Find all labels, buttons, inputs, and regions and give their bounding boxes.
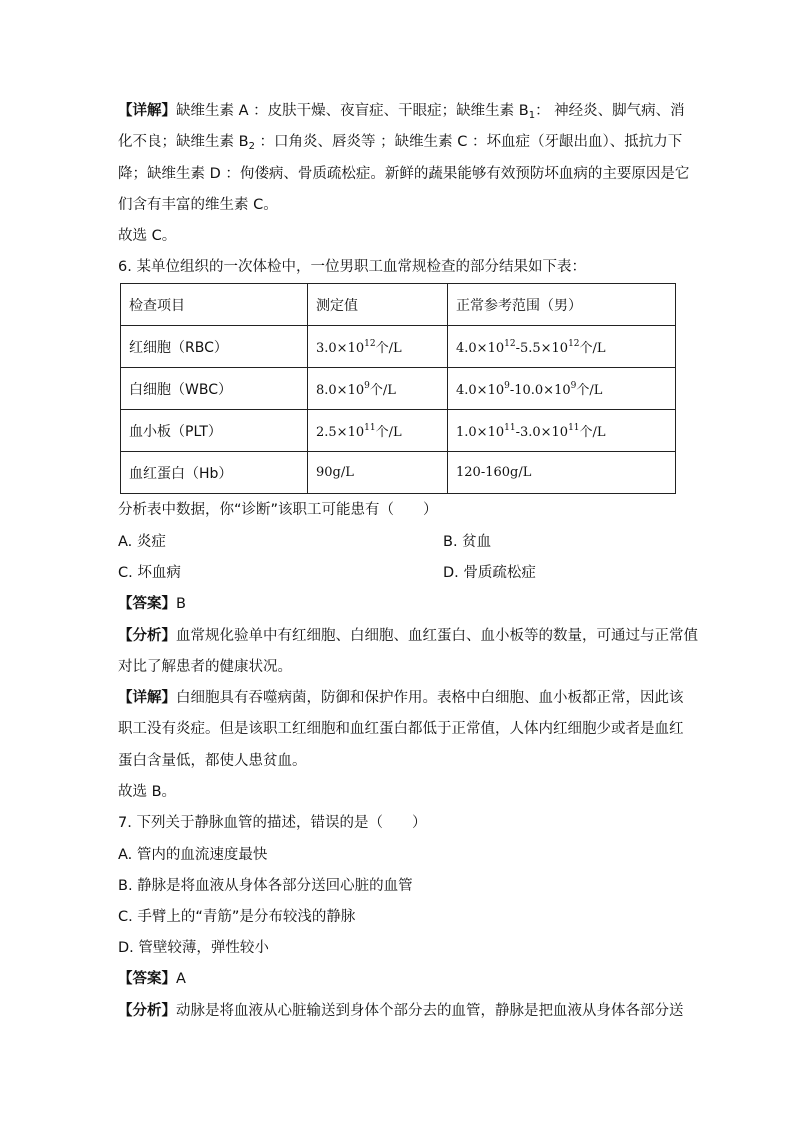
table-cell-measured: $2.5\times 10^{11}$个/L [308, 410, 448, 452]
q5-detail-line-4: 们含有丰富的维生素 C。 [118, 197, 278, 213]
q5-detail-line-3: 降；缺维生素 D ：佝偻病、骨质疏松症。新鲜的蔬果能够有效预防坏血病的主要原因是它 [118, 166, 690, 182]
table-cell-measured: $8.0\times 10^9$个/L [308, 368, 448, 410]
analysis-tag: 【分析】 [118, 1003, 176, 1019]
table-header: 正常参考范围（男） [448, 284, 676, 326]
table-row [121, 410, 676, 452]
table-header: 测定值 [308, 284, 448, 326]
q6-option-a: A. 炎症 [118, 534, 166, 550]
table-header: 检查项目 [121, 284, 308, 326]
table-cell-item: 红细胞（RBC） [121, 326, 308, 368]
q6-stem: 6. 某单位组织的一次体检中，一位男职工血常规检查的部分结果如下表： [118, 259, 586, 275]
q6-answer [118, 594, 186, 614]
q7-option-b: B. 静脉是将血液从身体各部分送回心脏的血管 [118, 878, 413, 894]
table-row [121, 368, 676, 410]
q6-prompt: 分析表中数据，你“诊断”该职工可能患有（ ） [118, 502, 438, 518]
table-cell-item: 白细胞（WBC） [121, 368, 308, 410]
q7-analysis-line-1: 【分析】动脉是将血液从心脏输送到身体个部分去的血管，静脉是把血液从身体各部分送 [118, 1003, 684, 1019]
q7-stem: 7. 下列关于静脉血管的描述，错误的是（ ） [118, 815, 427, 831]
answer-value: A [176, 971, 186, 987]
table-cell-measured: $3.0\times 10^{12}$个/L [308, 326, 448, 368]
table-header-row [121, 284, 676, 326]
q5-detail-line-1: 【详解】缺维生素 A ：皮肤干燥、夜盲症、干眼症；缺维生素 $B_1$： 神经炎、脚气病、消 [118, 103, 685, 121]
q6-detail-line-3: 蛋白含量低，都使人患贫血。 [118, 753, 307, 769]
table-cell-range: 120-160g/L [448, 452, 676, 494]
table-row [121, 452, 676, 494]
q6-conclusion: 故选 B。 [118, 784, 177, 800]
q7-option-d: D. 管壁较薄，弹性较小 [118, 940, 269, 956]
table-cell-range: $4.0\times 10^9-10.0\times 10^9$个/L [448, 368, 676, 410]
q6-analysis-line-2: 对比了解患者的健康状况。 [118, 659, 292, 675]
table-cell-item: 血小板（PLT） [121, 410, 308, 452]
q6-option-b: B. 贫血 [443, 534, 492, 550]
q5-conclusion: 故选 C。 [118, 228, 177, 244]
q7-option-a: A. 管内的血流速度最快 [118, 847, 268, 863]
detail-tag: 【详解】 [118, 690, 176, 706]
answer-tag: 【答案】 [118, 596, 176, 612]
blood-test-table [120, 283, 676, 494]
table-cell-measured: 90g/L [308, 452, 448, 494]
answer-tag: 【答案】 [118, 971, 176, 987]
table-cell-item: 血红蛋白（Hb） [121, 452, 308, 494]
q7-option-c: C. 手臂上的“青筋”是分布较浅的静脉 [118, 909, 356, 925]
analysis-tag: 【分析】 [118, 628, 176, 644]
q6-option-c: C. 坏血病 [118, 565, 181, 581]
table-row [121, 326, 676, 368]
detail-tag: 【详解】 [118, 103, 176, 119]
q6-analysis-line-1: 【分析】血常规化验单中有红细胞、白细胞、血红蛋白、血小板等的数量，可通过与正常值 [118, 628, 698, 644]
q7-answer [118, 969, 186, 989]
table-cell-range: $1.0\times 10^{11}-3.0\times 10^{11}$个/L [448, 410, 676, 452]
table-cell-range: $4.0\times 10^{12}-5.5\times 10^{12}$个/L [448, 326, 676, 368]
q5-detail-line-2: 化不良；缺维生素 $B_2$ ：口角炎、唇炎等 ；缺维生素 C ：坏血症（牙龈出血）、抵抗力下 [118, 134, 683, 152]
q6-detail-line-1: 【详解】白细胞具有吞噬病菌，防御和保护作用。表格中白细胞、血小板都正常，因此该 [118, 690, 684, 706]
q6-option-d: D. 骨质疏松症 [443, 565, 536, 581]
answer-value: B [176, 596, 186, 612]
q6-detail-line-2: 职工没有炎症。但是该职工红细胞和血红蛋白都低于正常值，人体内红细胞少或者是血红 [118, 721, 684, 737]
